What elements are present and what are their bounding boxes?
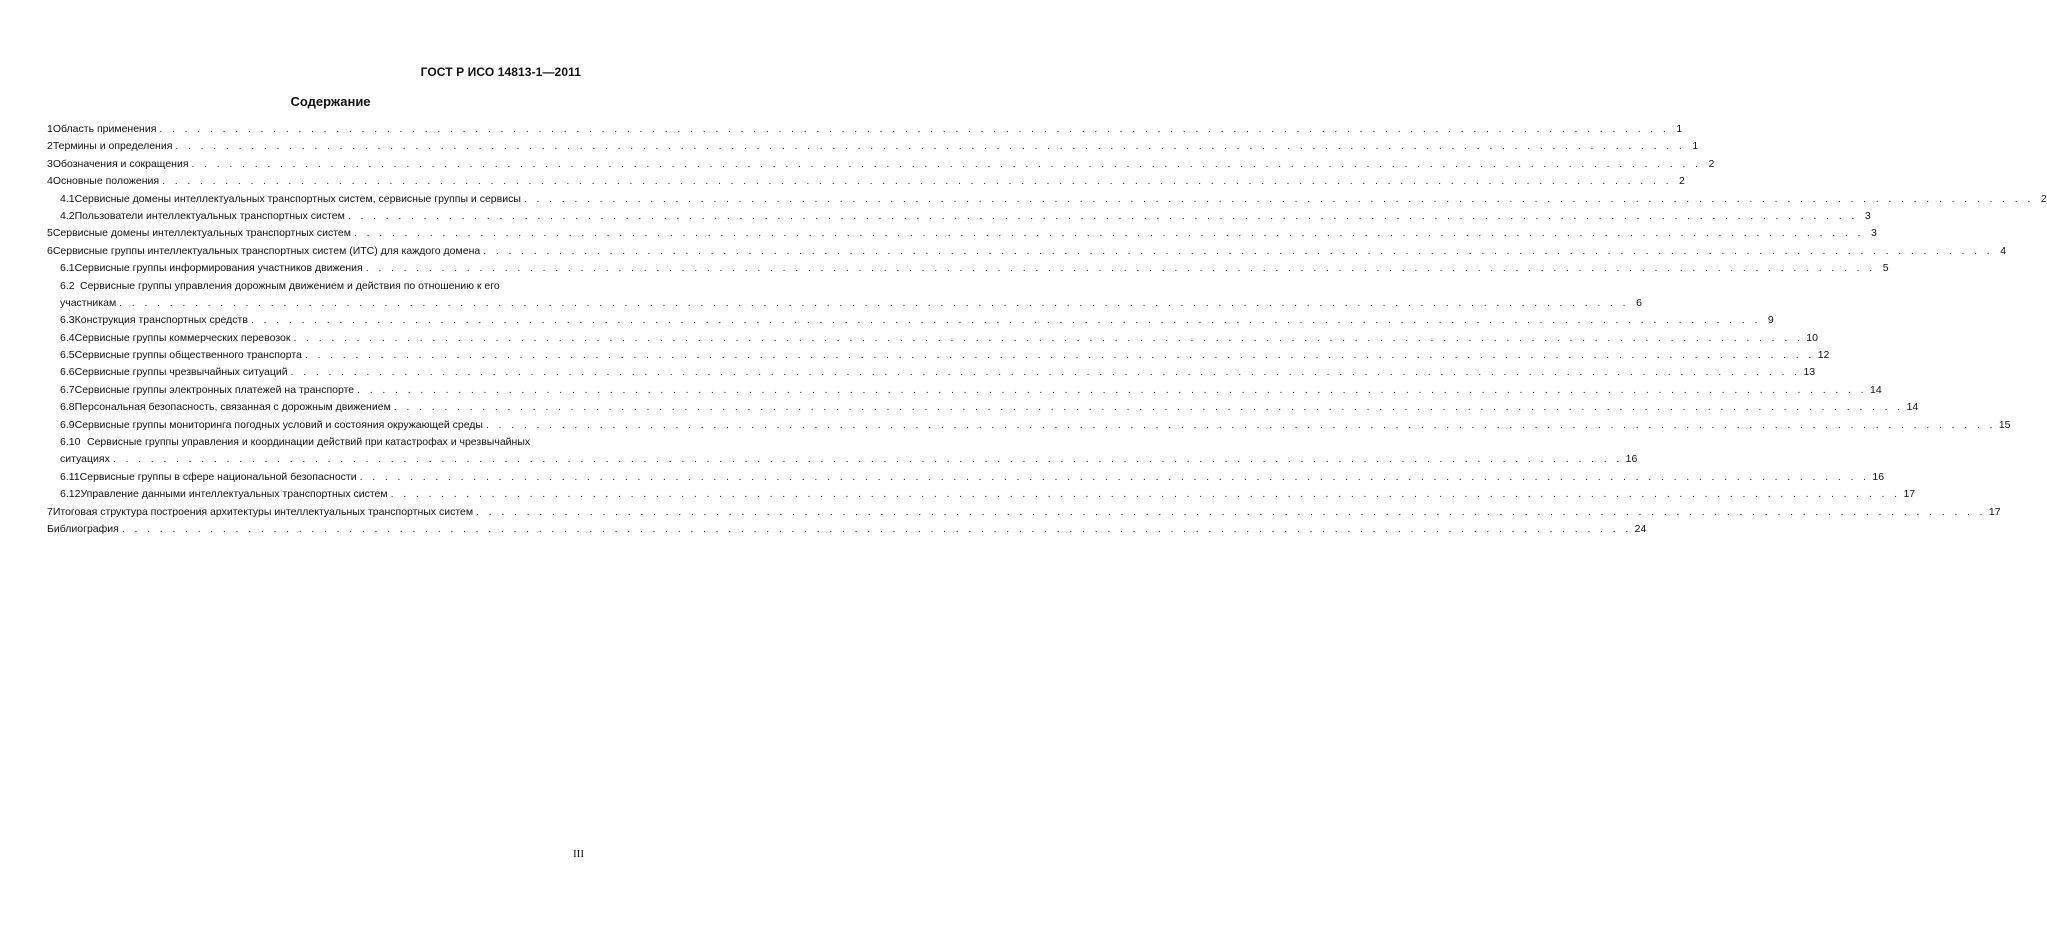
toc-title: Сервисные группы информирования участников движения (74, 262, 363, 275)
toc-entry[interactable] (47, 399, 1919, 416)
toc-number: 1 (47, 123, 53, 135)
toc-entry[interactable] (47, 243, 2007, 260)
toc-entry[interactable] (47, 121, 1683, 138)
dot-leader: . . . . . . . . . . . . . . . . . . . . . . . . . . . . . . . . . . . . . . . . . . . . . . . . . . . . . . . . . . . . . . . . . . . . . . . . . . . . . . . . . . . . . . . . . . . . . . . . . . . . . . . . . . . . . . . . . . . . . . . . (175, 140, 1686, 153)
toc-title: Управление данными интеллектуальных транспортных систем (80, 488, 388, 501)
table-of-contents (47, 121, 2047, 538)
dot-leader: . . . . . . . . . . . . . . . . . . . . . . . . . . . . . . . . . . . . . . . . . . . . . . . . . . . . . . . . . . . . . . . . . . . . . . . . . . . . . . . . . . . . . . . . . . . . . . . . . . . . . . . . . . . . . . . . . . . . . . . . (393, 401, 1904, 414)
toc-line (47, 312, 1774, 329)
toc-number: 6.9 (60, 418, 75, 431)
dot-leader: . . . . . . . . . . . . . . . . . . . . . . . . . . . . . . . . . . . . . . . . . . . . . . . . . . . . . . . . . . . . . . . . . . . . . . . . . . . . . . . . . . . . . . . . . . . . . . . . . . . . . . . . . . . . . . . . . . . . . . . . (353, 227, 1864, 240)
toc-line (47, 434, 584, 451)
toc-page-number: 10 (1806, 331, 1818, 344)
toc-page-number: 2 (2040, 192, 2047, 205)
toc-entry[interactable] (47, 208, 1871, 225)
toc-line (47, 278, 584, 295)
toc-page-number: 17 (1988, 505, 2001, 518)
toc-number: 4.1 (60, 192, 75, 205)
toc-entry[interactable] (47, 382, 1882, 399)
toc-line (47, 521, 1647, 538)
toc-entry[interactable] (47, 156, 1715, 173)
toc-page-number: 12 (1817, 349, 1830, 362)
toc-number: 6.3 (60, 314, 75, 327)
toc-title: Сервисные группы электронных платежей на транспорте (74, 383, 355, 396)
toc-number: 7 (47, 505, 53, 518)
toc-number: 6.10 (60, 436, 81, 449)
toc-page-number: 2 (1708, 157, 1715, 170)
dot-leader: . . . . . . . . . . . . . . . . . . . . . . . . . . . . . . . . . . . . . . . . . . . . . . . . . . . . . . . . . . . . . . . . . . . . . . . . . . . . . . . . . . . . . . . . . . . . . . . . . . . . . . . . . . . . . . . . . . . . . . . . (523, 192, 2034, 205)
toc-page-number: 2 (1679, 175, 1685, 188)
toc-entry[interactable] (47, 260, 1889, 277)
toc-page-number: 3 (1864, 209, 1871, 222)
toc-entry[interactable] (47, 225, 1877, 242)
toc-line (47, 330, 1818, 347)
toc-entry[interactable] (47, 312, 1774, 329)
dot-leader: . . . . . . . . . . . . . . . . . . . . . . . . . . . . . . . . . . . . . . . . . . . . . . . . . . . . . . . . . . . . . . . . . . . . . . . . . . . . . . . . . . . . . . . . . . . . . . . . . . . . . . . . . . . . . . . . . . . . . . . . (359, 470, 1870, 483)
toc-title: Сервисные домены интеллектуальных транспортных систем, сервисные группы и сервисы (74, 192, 521, 205)
page-number: III (573, 848, 584, 860)
toc-title: Сервисные группы чрезвычайных ситуаций (74, 366, 288, 379)
toc-line (47, 364, 1816, 381)
toc-entry[interactable] (47, 330, 1818, 347)
toc-line (47, 121, 1683, 138)
dot-leader: . . . . . . . . . . . . . . . . . . . . . . . . . . . . . . . . . . . . . . . . . . . . . . . . . . . . . . . . . . . . . . . . . . . . . . . . . . . . . . . . . . . . . . . . . . . . . . . . . . . . . . . . . . . . . . . . . . . . . . . . (304, 349, 1815, 362)
toc-page-number: 24 (1634, 522, 1647, 535)
toc-page-number: 1 (1676, 123, 1683, 135)
toc-number: 6.6 (60, 366, 75, 379)
toc-line (47, 469, 1885, 486)
toc-line (47, 486, 1916, 503)
toc-title: Библиография (47, 522, 119, 535)
toc-line (47, 173, 1685, 190)
toc-line (47, 295, 1642, 312)
toc-title: Сервисные группы управления дорожным движением и действия по отношению к его (80, 279, 500, 292)
dot-leader: . . . . . . . . . . . . . . . . . . . . . . . . . . . . . . . . . . . . . . . . . . . . . . . . . . . . . . . . . . . . . . . . . . . . . . . . . . . . . . . . . . . . . . . . . . . . . . . . . . . . . . . . . . . . . . . . . . . . . . . . (293, 331, 1804, 344)
toc-page-number: 13 (1803, 366, 1816, 379)
toc-page-number: 15 (1998, 418, 2011, 431)
toc-title: Сервисные группы интеллектуальных транспортных систем (ИТС) для каждого домена (52, 244, 481, 257)
dot-leader: . . . . . . . . . . . . . . . . . . . . . . . . . . . . . . . . . . . . . . . . . . . . . . . . . . . . . . . . . . . . . . . . . . . . . . . . . . . . . . . . . . . . . . . . . . . . . . . . . . . . . . . . . . . . . . . . . . . . . . . . (250, 314, 1761, 327)
toc-line (47, 504, 2001, 521)
toc-line (47, 138, 1699, 155)
toc-entry[interactable] (47, 347, 1830, 364)
toc-title: Сервисные домены интеллектуальных транспортных систем (52, 227, 351, 240)
toc-line (47, 156, 1715, 173)
page-title: Содержание (290, 94, 371, 109)
toc-page-number: 3 (1870, 227, 1877, 240)
toc-entry[interactable] (47, 278, 1642, 313)
dot-leader: . . . . . . . . . . . . . . . . . . . . . . . . . . . . . . . . . . . . . . . . . . . . . . . . . . . . . . . . . . . . . . . . . . . . . . . . . . . . . . . . . . . . . . . . . . . . . . . . . . . . . . . . . . . . . . . . . . . . . . . . (365, 262, 1876, 275)
toc-page-number: 16 (1872, 470, 1885, 483)
dot-leader: . . . . . . . . . . . . . . . . . . . . . . . . . . . . . . . . . . . . . . . . . . . . . . . . . . . . . . . . . . . . . . . . . . . . . . . . . . . . . . . . . . . . . . . . . . . . . . . . . . . . . . . . . . . . . . . . . . . . . . . . (290, 366, 1801, 379)
document-header: ГОСТ Р ИСО 14813-1—2011 (420, 65, 581, 79)
toc-number: 6.11 (60, 470, 80, 483)
toc-page-number: 9 (1767, 314, 1774, 327)
toc-title: Сервисные группы общественного транспорта (74, 349, 302, 362)
toc-number: 6 (47, 244, 53, 257)
dot-leader: . . . . . . . . . . . . . . . . . . . . . . . . . . . . . . . . . . . . . . . . . . . . . . . . . . . . . . . . . . . . . . . . . . . . . . . . . . . . . . . . . . . . . . . . . . . . . . . . . . . . . . . . . . . . . . . . . . . . . . . . (483, 244, 1994, 257)
toc-line (47, 451, 1638, 468)
toc-line (47, 417, 2011, 434)
toc-title-continuation: участникам (60, 296, 117, 309)
toc-number: 2 (47, 140, 53, 153)
dot-leader: . . . . . . . . . . . . . . . . . . . . . . . . . . . . . . . . . . . . . . . . . . . . . . . . . . . . . . . . . . . . . . . . . . . . . . . . . . . . . . . . . . . . . . . . . . . . . . . . . . . . . . . . . . . . . . . . . . . . . . . . (159, 123, 1670, 135)
dot-leader: . . . . . . . . . . . . . . . . . . . . . . . . . . . . . . . . . . . . . . . . . . . . . . . . . . . . . . . . . . . . . . . . . . . . . . . . . . . . . . . . . . . . . . . . . . . . . . . . . . . . . . . . . . . . . . . . . . . . . . . . (121, 522, 1632, 535)
dot-leader: . . . . . . . . . . . . . . . . . . . . . . . . . . . . . . . . . . . . . . . . . . . . . . . . . . . . . . . . . . . . . . . . . . . . . . . . . . . . . . . . . . . . . . . . . . . . . . . . . . . . . . . . . . . . . . . . . . . . . . . . (357, 383, 1867, 396)
toc-title: Пользователи интеллектуальных транспортных систем (74, 209, 345, 222)
toc-line (47, 260, 1889, 277)
toc-entry[interactable] (47, 138, 1699, 155)
toc-title: Сервисные группы в сфере национальной безопасности (79, 470, 357, 483)
toc-number: 6.4 (60, 331, 75, 344)
dot-leader: . . . . . . . . . . . . . . . . . . . . . . . . . . . . . . . . . . . . . . . . . . . . . . . . . . . . . . . . . . . . . . . . . . . . . . . . . . . . . . . . . . . . . . . . . . . . . . . . . . . . . . . . . . . . . . . . . . . . . . . . (485, 418, 1996, 431)
toc-number: 4 (47, 175, 53, 188)
toc-line (47, 347, 1830, 364)
dot-leader: . . . . . . . . . . . . . . . . . . . . . . . . . . . . . . . . . . . . . . . . . . . . . . . . . . . . . . . . . . . . . . . . . . . . . . . . . . . . . . . . . . . . . . . . . . . . . . . . . . . . . . . . . . . . . . . . . . . . . . . . (390, 488, 1901, 501)
toc-title-continuation: ситуациях (60, 453, 110, 466)
dot-leader: . . . . . . . . . . . . . . . . . . . . . . . . . . . . . . . . . . . . . . . . . . . . . . . . . . . . . . . . . . . . . . . . . . . . . . . . . . . . . . . . . . . . . . . . . . . . . . . . . . . . . . . . . . . . . . . . . . . . . . . . (119, 296, 1629, 309)
toc-page-number: 14 (1906, 401, 1919, 414)
dot-leader: . . . . . . . . . . . . . . . . . . . . . . . . . . . . . . . . . . . . . . . . . . . . . . . . . . . . . . . . . . . . . . . . . . . . . . . . . . . . . . . . . . . . . . . . . . . . . . . . . . . . . . . . . . . . . . . . . . . . . . . . (112, 453, 1623, 466)
toc-number: 6.12 (60, 488, 81, 501)
toc-line (47, 399, 1919, 416)
toc-page-number: 6 (1636, 296, 1642, 309)
toc-title: Термины и определения (52, 140, 173, 153)
toc-title: Конструкция транспортных средств (74, 314, 248, 327)
toc-number: 6.1 (60, 262, 75, 275)
dot-leader: . . . . . . . . . . . . . . . . . . . . . . . . . . . . . . . . . . . . . . . . . . . . . . . . . . . . . . . . . . . . . . . . . . . . . . . . . . . . . . . . . . . . . . . . . . . . . . . . . . . . . . . . . . . . . . . . . . . . . . . . (347, 209, 1858, 222)
toc-title: Обозначения и сокращения (52, 157, 189, 170)
toc-number: 3 (47, 157, 53, 170)
toc-entry[interactable] (47, 486, 1916, 503)
dot-leader: . . . . . . . . . . . . . . . . . . . . . . . . . . . . . . . . . . . . . . . . . . . . . . . . . . . . . . . . . . . . . . . . . . . . . . . . . . . . . . . . . . . . . . . . . . . . . . . . . . . . . . . . . . . . . . . . . . . . . . . . (191, 157, 1702, 170)
dot-leader: . . . . . . . . . . . . . . . . . . . . . . . . . . . . . . . . . . . . . . . . . . . . . . . . . . . . . . . . . . . . . . . . . . . . . . . . . . . . . . . . . . . . . . . . . . . . . . . . . . . . . . . . . . . . . . . . . . . . . . . . (162, 175, 1672, 188)
toc-page-number: 17 (1903, 488, 1916, 501)
toc-number: 5 (47, 227, 53, 240)
toc-number: 6.8 (60, 401, 75, 414)
toc-line (47, 243, 2007, 260)
toc-title: Область применения (52, 123, 157, 135)
toc-page-number: 16 (1625, 453, 1638, 466)
dot-leader: . . . . . . . . . . . . . . . . . . . . . . . . . . . . . . . . . . . . . . . . . . . . . . . . . . . . . . . . . . . . . . . . . . . . . . . . . . . . . . . . . . . . . . . . . . . . . . . . . . . . . . . . . . . . . . . . . . . . . . . . (476, 505, 1986, 518)
toc-line (47, 225, 1877, 242)
toc-entry[interactable] (47, 191, 2047, 208)
toc-title: Итоговая структура построения архитектуры интеллектуальных транспортных систем (52, 505, 474, 518)
toc-line (47, 208, 1871, 225)
toc-title: Сервисные группы управления и координации действий при катастрофах и чрезвычайных (87, 436, 531, 449)
toc-line (47, 382, 1882, 399)
toc-entry[interactable] (47, 364, 1816, 381)
toc-entry[interactable] (47, 173, 1685, 190)
toc-entry[interactable] (47, 469, 1885, 486)
toc-page-number: 4 (2000, 244, 2007, 257)
toc-number: 4.2 (60, 209, 75, 222)
toc-page-number: 1 (1692, 140, 1699, 153)
toc-entry[interactable] (47, 504, 2001, 521)
toc-page-number: 5 (1882, 262, 1889, 275)
toc-entry[interactable] (47, 417, 2011, 434)
toc-title: Персональная безопасность, связанная с дорожным движением (74, 401, 391, 414)
toc-title: Основные положения (52, 175, 160, 188)
toc-entry[interactable] (47, 434, 1638, 469)
toc-number: 6.7 (60, 383, 75, 396)
toc-number: 6.5 (60, 349, 75, 362)
toc-title: Сервисные группы коммерческих перевозок (74, 331, 291, 344)
toc-entry[interactable] (47, 521, 1647, 538)
toc-line (47, 191, 2047, 208)
toc-page-number: 14 (1869, 383, 1882, 396)
toc-number: 6.2 (60, 279, 75, 292)
toc-title: Сервисные группы мониторинга погодных условий и состояния окружающей среды (74, 418, 483, 431)
